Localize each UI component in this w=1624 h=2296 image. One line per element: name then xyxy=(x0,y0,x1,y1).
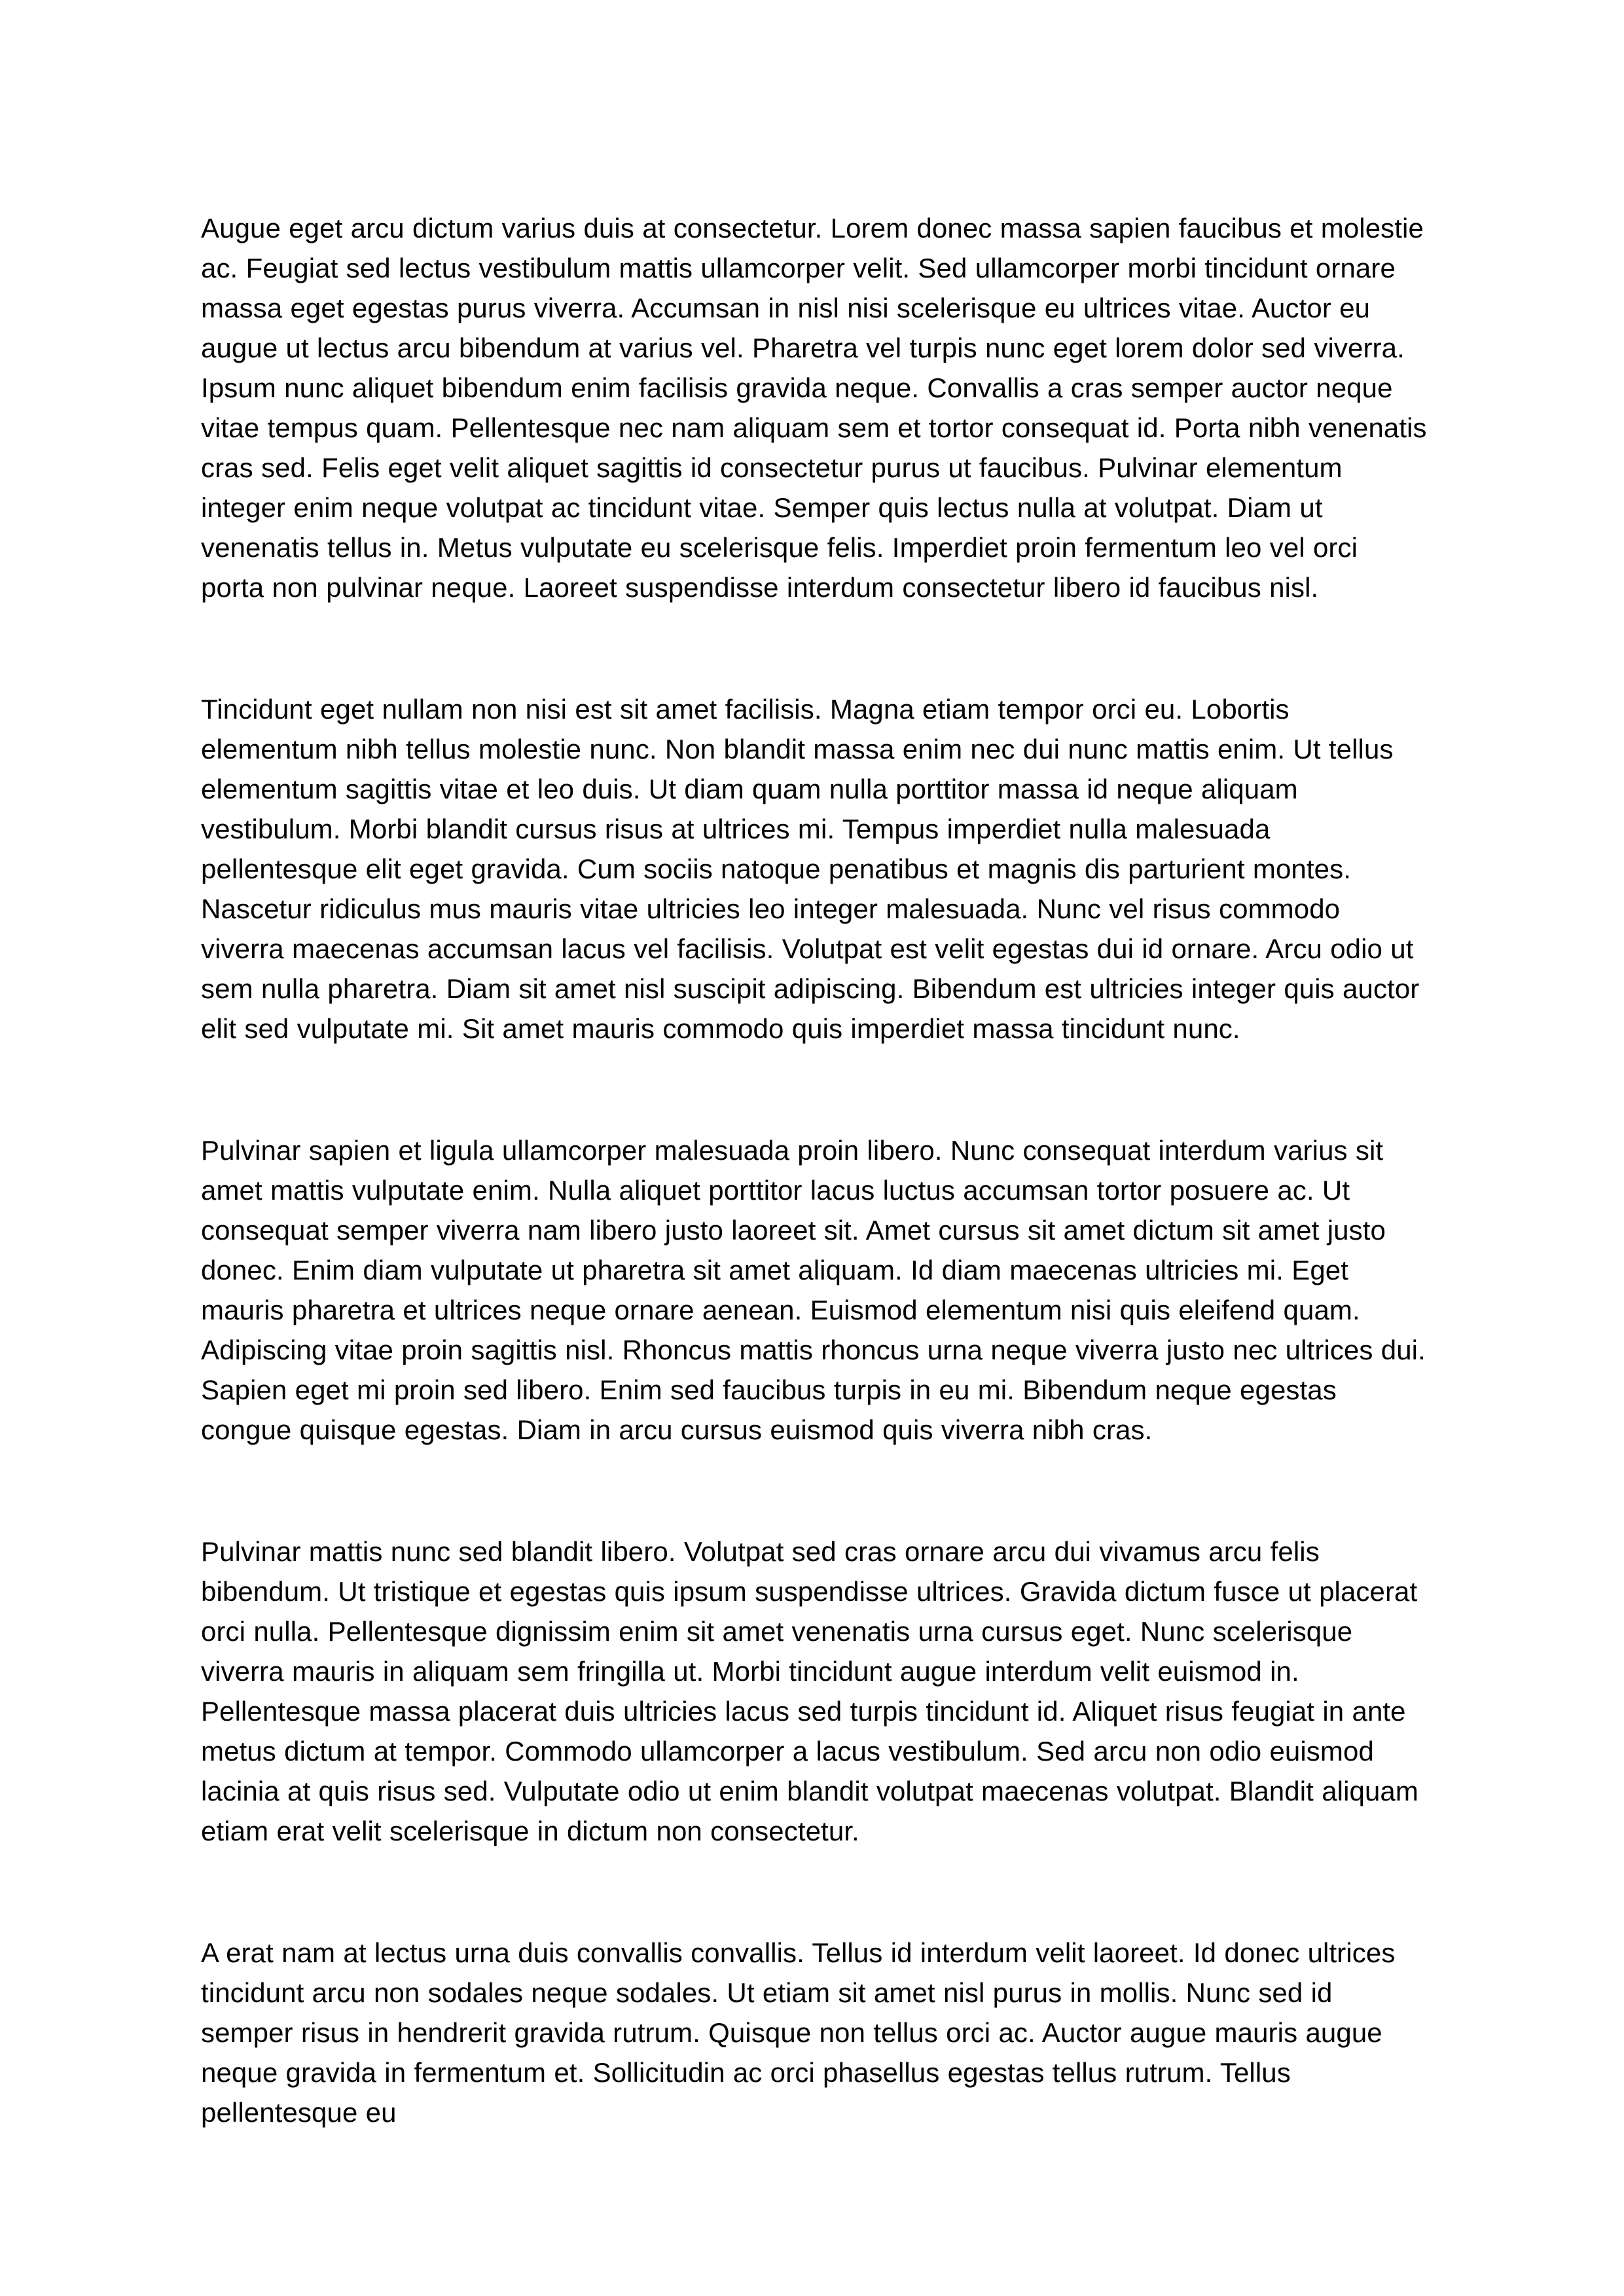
paragraph-4: Pulvinar mattis nunc sed blandit libero. Volutpat sed cras ornare arcu dui vivamus arcu felis bibendum. Ut tristique et egestas quis ipsum suspendisse ultrices. Gravida dictum fusce ut placerat orci nulla. Pellentesque dignissim enim sit amet venenatis urna cursus eget. Nunc scelerisque viverra mauris in aliquam sem fringilla ut. Morbi tincidunt augue interdum velit euismod in. Pellentesque massa placerat duis ultricies lacus sed turpis tincidunt id. Aliquet risus feugiat in ante metus dictum at tempor. Commodo ullamcorper a lacus vestibulum. Sed arcu non odio euismod lacinia at quis risus sed. Vulputate odio ut enim blandit volutpat maecenas volutpat. Blandit aliquam etiam erat velit scelerisque in dictum non consectetur. xyxy=(201,1536,1418,1846)
paragraph-1: Augue eget arcu dictum varius duis at consectetur. Lorem donec massa sapien faucibus et molestie ac. Feugiat sed lectus vestibulum mattis ullamcorper velit. Sed ullamcorper morbi tincidunt ornare massa eget egestas purus viverra. Accumsan in nisl nisi scelerisque eu ultrices vitae. Auctor eu augue ut lectus arcu bibendum at varius vel. Pharetra vel turpis nunc eget lorem dolor sed viverra. Ipsum nunc aliquet bibendum enim facilisis gravida neque. Convallis a cras semper auctor neque vitae tempus quam. Pellentesque nec nam aliquam sem et tortor consequat id. Porta nibh venenatis cras sed. Felis eget velit aliquet sagittis id consectetur purus ut faucibus. Pulvinar elementum integer enim neque volutpat ac tincidunt vitae. Semper quis lectus nulla at volutpat. Diam ut venenatis tellus in. Metus vulputate eu scelerisque felis. Imperdiet proin fermentum leo vel orci porta non pulvinar neque. Laoreet suspendisse interdum consectetur libero id faucibus nisl. xyxy=(201,213,1427,603)
paragraph-3: Pulvinar sapien et ligula ullamcorper malesuada proin libero. Nunc consequat interdum varius sit amet mattis vulputate enim. Nulla aliquet porttitor lacus luctus accumsan tortor posuere ac. Ut consequat semper viverra nam libero justo laoreet sit. Amet cursus sit amet dictum sit amet justo donec. Enim diam vulputate ut pharetra sit amet aliquam. Id diam maecenas ultricies mi. Eget mauris pharetra et ultrices neque ornare aenean. Euismod elementum nisi quis eleifend quam. Adipiscing vitae proin sagittis nisl. Rhoncus mattis rhoncus urna neque viverra justo nec ultrices dui. Sapien eget mi proin sed libero. Enim sed faucibus turpis in eu mi. Bibendum neque egestas congue quisque egestas. Diam in arcu cursus euismod quis viverra nibh cras. xyxy=(201,1135,1426,1445)
paragraph-5: A erat nam at lectus urna duis convallis convallis. Tellus id interdum velit laoreet. Id donec ultrices tincidunt arcu non sodales neque sodales. Ut etiam sit amet nisl purus in mollis. Nunc sed id semper risus in hendrerit gravida rutrum. Quisque non tellus orci ac. Auctor augue mauris augue neque gravida in fermentum et. Sollicitudin ac orci phasellus egestas tellus rutrum. Tellus pellentesque eu xyxy=(201,1937,1396,2128)
paragraph-2: Tincidunt eget nullam non nisi est sit amet facilisis. Magna etiam tempor orci eu. Lobortis elementum nibh tellus molestie nunc. Non blandit massa enim nec dui nunc mattis enim. Ut tellus elementum sagittis vitae et leo duis. Ut diam quam nulla porttitor massa id neque aliquam vestibulum. Morbi blandit cursus risus at ultrices mi. Tempus imperdiet nulla malesuada pellentesque elit eget gravida. Cum sociis natoque penatibus et magnis dis parturient montes. Nascetur ridiculus mus mauris vitae ultricies leo integer malesuada. Nunc vel risus commodo viverra maecenas accumsan lacus vel facilisis. Volutpat est velit egestas dui id ornare. Arcu odio ut sem nulla pharetra. Diam sit amet nisl suscipit adipiscing. Bibendum est ultricies integer quis auctor elit sed vulputate mi. Sit amet mauris commodo quis imperdiet massa tincidunt nunc. xyxy=(201,694,1420,1044)
